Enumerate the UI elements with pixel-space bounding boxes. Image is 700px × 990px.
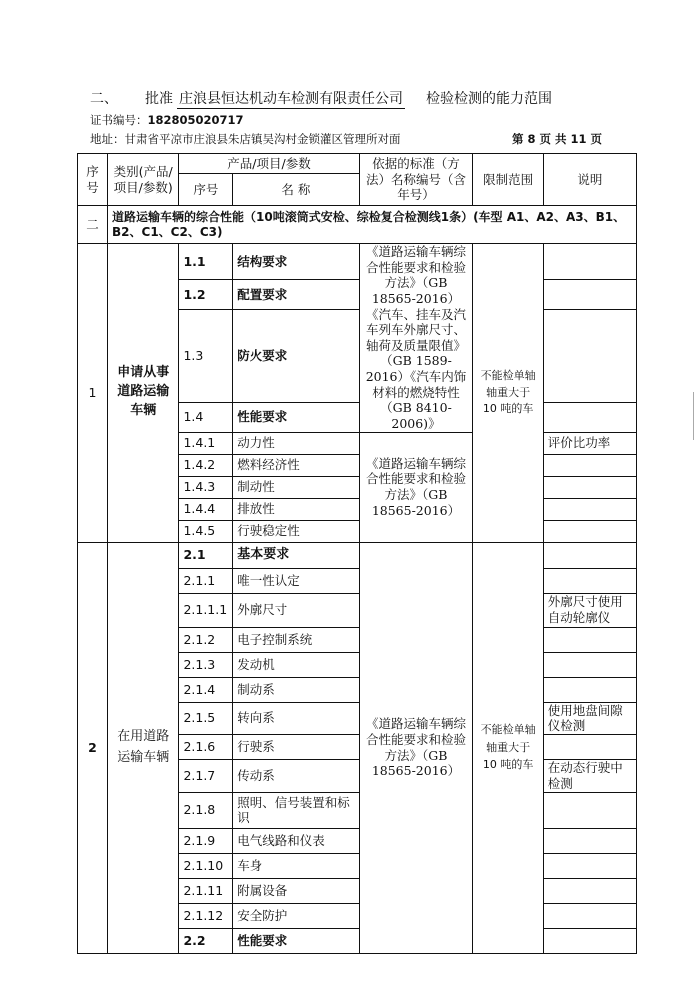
certificate-value: 182805020717 [147,113,244,127]
item-name: 电子控制系统 [233,627,359,652]
header-category: 类别(产品/项目/参数) [108,154,179,206]
item-remark [543,627,636,652]
item-remark [543,244,636,280]
item-remark [543,903,636,928]
section-row [78,206,637,244]
item-remark [543,542,636,568]
section-title: 道路运输车辆的综合性能（10吨滚筒式安检、综检复合检测线1条）(车型 A1、A2、A3、B1、B2、C1、C2、C3) [108,206,637,244]
item-name: 安全防护 [233,903,359,928]
item-no: 2.1.8 [179,792,233,828]
table-row [78,244,637,280]
item-remark: 使用地盘间隙仪检测 [543,702,636,734]
item-name: 制动性 [233,476,359,498]
group2-no: 2 [78,542,108,953]
table-row [78,542,637,568]
item-no: 1.4.2 [179,454,233,476]
address-value: 甘肃省平凉市庄浪县朱店镇吴沟村金锁灌区管理所对面 [124,132,401,146]
group1-limit: 不能检单轴轴重大于 10 吨的车 [473,244,543,543]
item-remark [543,828,636,853]
item-remark [543,734,636,759]
item-name: 车身 [233,853,359,878]
group1-standard-b: 《道路运输车辆综合性能要求和检验方法》（GB 18565-2016） [359,432,473,542]
item-remark [543,792,636,828]
certificate-number [90,112,244,128]
item-no: 2.1.1 [179,568,233,593]
scan-margin-mark [693,392,694,440]
header-remark: 说明 [543,154,636,206]
item-name: 制动系 [233,677,359,702]
item-no: 1.4.1 [179,432,233,454]
item-remark: 在动态行驶中检测 [543,759,636,792]
item-name: 转向系 [233,702,359,734]
item-remark [543,878,636,903]
item-no: 2.1.7 [179,759,233,792]
header-standard: 依据的标准（方法）名称编号（含年号） [359,154,473,206]
item-name: 燃料经济性 [233,454,359,476]
item-name: 照明、信号装置和标识 [233,792,359,828]
item-remark [543,476,636,498]
item-name: 性能要求 [233,402,359,432]
company-name: 庄浪县恒达机动车检测有限责任公司 [177,88,405,109]
item-no: 2.1.1.1 [179,593,233,627]
header-limit: 限制范围 [473,154,543,206]
header-seq: 序号 [78,154,108,206]
scope-title: 检验检测的能力范围 [426,91,552,107]
item-name: 动力性 [233,432,359,454]
item-no: 2.1.9 [179,828,233,853]
item-no: 2.1.10 [179,853,233,878]
item-name: 唯一性认定 [233,568,359,593]
item-name: 发动机 [233,652,359,677]
group1-standard-a: 《道路运输车辆综合性能要求和检验方法》（GB 18565-2016）《汽车、挂车及汽车列车外廓尺寸、轴荷及质量限值》（GB 1589-2016）《汽车内饰材料的燃烧特性（GB 8410-2006)》 [359,244,473,433]
item-no: 2.1.6 [179,734,233,759]
item-remark [543,520,636,542]
item-remark [543,498,636,520]
item-no: 1.4.5 [179,520,233,542]
capability-table [77,153,637,954]
item-remark [543,853,636,878]
group2-category: 在用道路运输车辆 [108,542,179,953]
item-no: 2.2 [179,928,233,953]
address [90,131,401,147]
item-no: 1.4 [179,402,233,432]
item-name: 性能要求 [233,928,359,953]
item-no: 1.1 [179,244,233,280]
group2-limit: 不能检单轴轴重大于 10 吨的车 [473,542,543,953]
item-name: 结构要求 [233,244,359,280]
item-name: 传动系 [233,759,359,792]
item-remark: 评价比功率 [543,432,636,454]
item-name: 基本要求 [233,542,359,568]
item-name: 行驶系 [233,734,359,759]
item-remark [543,309,636,402]
item-no: 1.2 [179,280,233,310]
group1-category: 申请从事道路运输车辆 [108,244,179,543]
certificate-label: 证书编号： [90,113,148,127]
item-name: 配置要求 [233,280,359,310]
item-name: 电气线路和仪表 [233,828,359,853]
item-no: 1.3 [179,309,233,402]
item-name: 行驶稳定性 [233,520,359,542]
item-remark [543,402,636,432]
item-no: 2.1.3 [179,652,233,677]
header-sub-seq: 序号 [179,174,233,206]
item-no: 1.4.4 [179,498,233,520]
item-remark [543,454,636,476]
approve-label: 批准 [145,91,173,107]
section-number: 二、 [90,91,118,107]
item-name: 外廓尺寸 [233,593,359,627]
item-remark [543,280,636,310]
item-remark [543,677,636,702]
group1-no: 1 [78,244,108,543]
item-no: 1.4.3 [179,476,233,498]
item-no: 2.1.5 [179,702,233,734]
item-no: 2.1.2 [179,627,233,652]
item-name: 防火要求 [233,309,359,402]
page-number: 第 8 页 共 11 页 [512,132,603,146]
address-label: 地址： [90,132,125,146]
item-remark: 外廓尺寸使用自动轮廓仪 [543,593,636,627]
section-no: 二 [78,206,108,244]
item-name: 排放性 [233,498,359,520]
table-header-row [78,154,637,174]
item-no: 2.1.12 [179,903,233,928]
group2-standard: 《道路运输车辆综合性能要求和检验方法》（GB 18565-2016） [359,542,473,953]
item-no: 2.1.11 [179,878,233,903]
item-no: 2.1 [179,542,233,568]
header-name: 名 称 [233,174,359,206]
header-product: 产品/项目/参数 [179,154,359,174]
item-remark [543,568,636,593]
item-remark [543,928,636,953]
item-remark [543,652,636,677]
item-no: 2.1.4 [179,677,233,702]
item-name: 附属设备 [233,878,359,903]
